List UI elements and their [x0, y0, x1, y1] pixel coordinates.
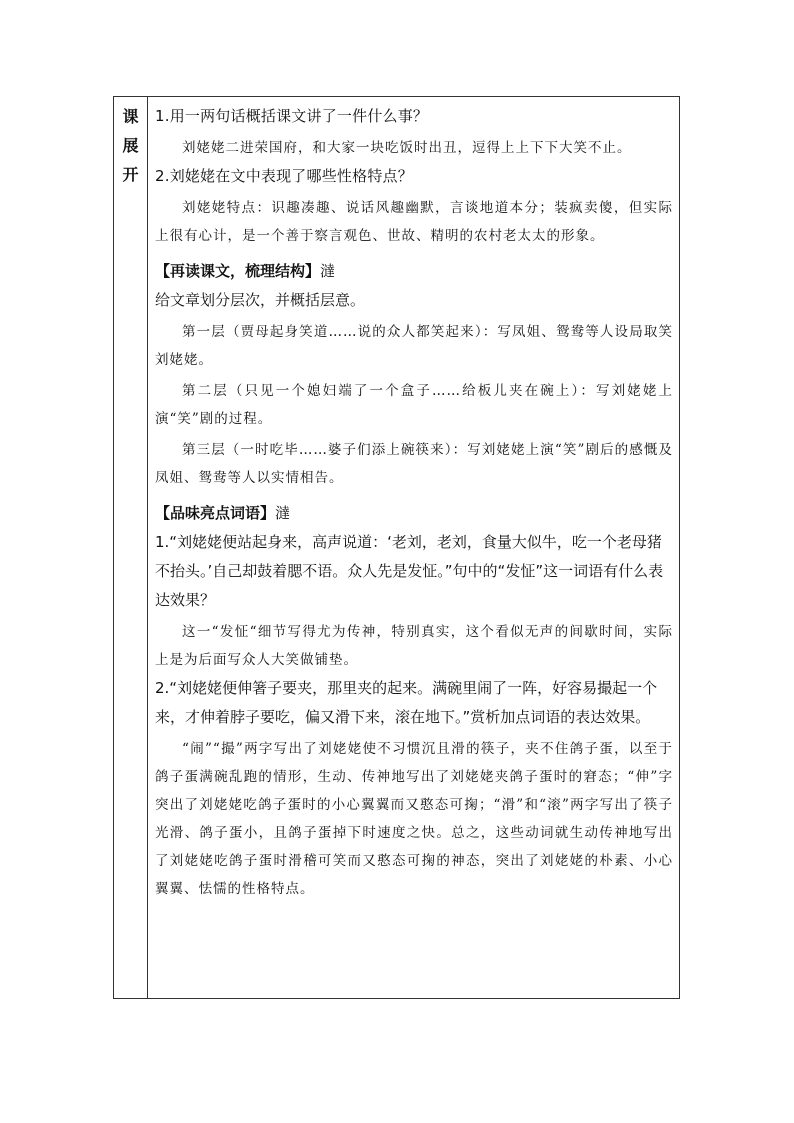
side-label-column [114, 97, 148, 998]
side-label-char: 开 [122, 165, 139, 184]
layer-1: 第一层（贾母起身笑道……说的众人都笑起来）：写凤姐、鸳鸯等人设局取笑刘姥姥。 [155, 324, 673, 368]
side-label-char: 展 [122, 136, 139, 155]
section-heading-words [155, 498, 673, 528]
side-label-char: 课 [122, 107, 139, 126]
answer-2: 刘姥姥特点：识趣凑趣、说话风趣幽默，言谈地道本分；装疯卖傻，但实际上很有心计，是一个善于察言观色、世故、精明的农村老太太的形象。 [155, 200, 673, 244]
section-heading-structure [155, 256, 673, 286]
word-answer-1: 这一“发怔“细节写得尤为传神，特别真实，这个看似无声的间歇时间，实际上是为后面写众人大笑做铺垫。 [155, 624, 673, 668]
question-1: 1.用一两句话概括课文讲了一件什么事？ [155, 107, 429, 125]
layer-2: 第二层（只见一个媳妇端了一个盒子……给板儿夹在碗上）：写刘姥姥上演“笑”剧的过程。 [155, 383, 673, 427]
word-question-1: 1.“刘姥姥便站起身来，高声说道：‘老刘，老刘，食量大似牛，吃一个老母猪不抬头。’自己却鼓着腮不语。众人先是发怔。”句中的“发怔”这一词语有什么表达效果？ [155, 533, 664, 609]
section-title: 【品味亮点词语】 [155, 504, 276, 522]
layer-3: 第三层（一时吃毕……婆子们添上碗筷来）：写刘姥姥上演“笑”剧后的感慨及凤姐、鸳鸯等人以实情相告。 [155, 442, 673, 486]
word-answer-2: “闹”“撮”两字写出了刘姥姥使不习惯沉且滑的筷子，夹不住鸽子蛋，以至于鸽子蛋满碗乱跑的情形，生动、传神地写出了刘姥姥夹鸽子蛋时的窘态；“伸”字突出了刘姥姥吃鸽子蛋时的小心翼翼而又憨态可掬；“滑”和“滚”两字写出了筷子光滑、鸽子蛋小，且鸽子蛋掉下时速度之快。总之，这些动词就生动传神地写出了刘姥姥吃鸽子蛋时滑稽可笑而又憨态可掬的神态，突出了刘姥姥的朴素、小心翼翼、怯懦的性格特点。 [155, 741, 673, 897]
content-column [148, 97, 679, 998]
structure-instruction: 给文章划分层次，并概括层意。 [155, 291, 366, 309]
lesson-table [113, 96, 680, 999]
answer-1: 刘姥姥二进荣国府，和大家一块吃饭时出丑，逗得上上下下大笑不止。 [182, 140, 632, 156]
word-question-2: 2.“刘姥姥便伸箸子要夹，那里夹的起来。满碗里闹了一阵，好容易撮起一个来，才伸着脖子要吃，偏又滑下来，滚在地下。”赏析加点词语的表达效果。 [155, 679, 658, 726]
section-title: 【再读课文，梳理结构】 [155, 262, 321, 280]
question-2: 2.刘姥姥在文中表现了哪些性格特点？ [155, 167, 413, 185]
section-mark: 澾 [320, 262, 336, 280]
section-mark: 澾 [275, 504, 291, 522]
